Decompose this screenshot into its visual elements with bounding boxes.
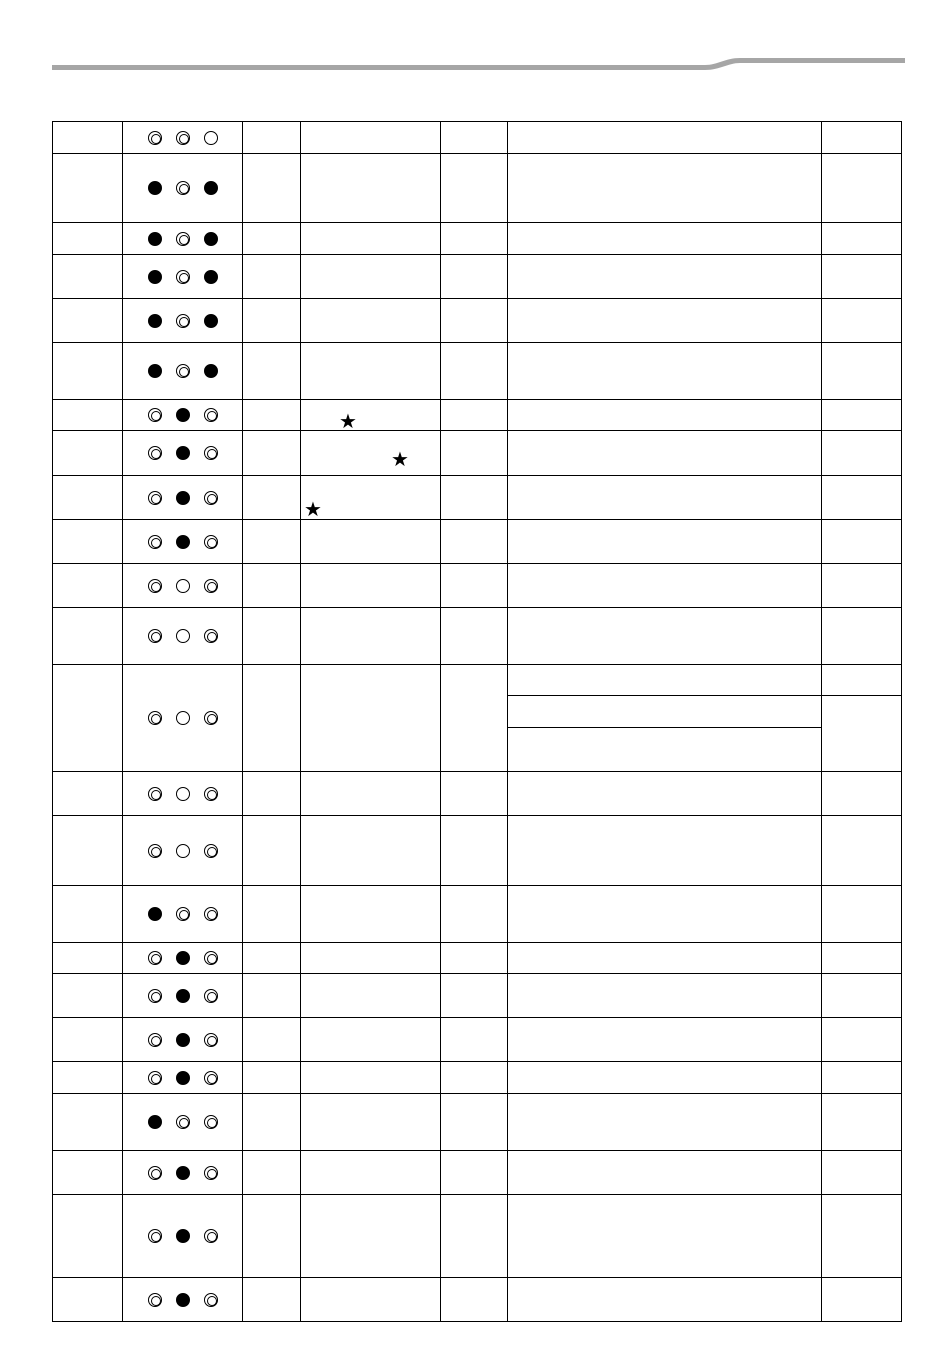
lamp-on-icon xyxy=(176,535,190,549)
lamp-on-icon xyxy=(148,270,162,284)
lamp-cell xyxy=(123,223,243,255)
lamp-flash-icon xyxy=(148,787,162,801)
lamp-flash-icon xyxy=(148,131,162,145)
lamp-cell xyxy=(123,1062,243,1094)
lamp-on-icon xyxy=(148,1115,162,1129)
table-row xyxy=(53,974,902,1018)
lamp-cell xyxy=(123,943,243,974)
code-cell xyxy=(53,299,123,343)
lamp-on-icon xyxy=(176,491,190,505)
lamp-flash-icon xyxy=(148,1071,162,1085)
table-row xyxy=(53,1018,902,1062)
lamp-flash-icon xyxy=(148,408,162,422)
code-cell xyxy=(53,665,123,772)
lamp-flash-icon xyxy=(176,1115,190,1129)
table-row xyxy=(53,400,902,431)
lamp-flash-icon xyxy=(204,1166,218,1180)
lamp-flash-icon xyxy=(148,1293,162,1307)
lamp-cell xyxy=(123,400,243,431)
lamp-cell xyxy=(123,974,243,1018)
lamp-on-icon xyxy=(176,1293,190,1307)
lamp-flash-icon xyxy=(148,1033,162,1047)
lamp-cell xyxy=(123,154,243,223)
code-cell xyxy=(53,1195,123,1278)
lamp-on-icon xyxy=(204,364,218,378)
star-icon: ★ xyxy=(304,499,322,521)
lamp-flash-icon xyxy=(176,907,190,921)
lamp-flash-icon xyxy=(204,1293,218,1307)
lamp-cell xyxy=(123,476,243,520)
code-cell xyxy=(53,974,123,1018)
lamp-cell xyxy=(123,564,243,608)
table-row xyxy=(53,1278,902,1322)
code-cell xyxy=(53,154,123,223)
header-rule xyxy=(0,0,950,80)
lamp-flash-icon xyxy=(148,446,162,460)
lamp-on-icon xyxy=(176,989,190,1003)
lamp-cell xyxy=(123,816,243,886)
lamp-flash-icon xyxy=(148,629,162,643)
lamp-on-icon xyxy=(204,181,218,195)
description-cell xyxy=(301,400,441,431)
code-cell xyxy=(53,564,123,608)
lamp-cell xyxy=(123,520,243,564)
lamp-on-icon xyxy=(176,1166,190,1180)
lamp-flash-icon xyxy=(204,491,218,505)
lamp-flash-icon xyxy=(148,1229,162,1243)
lamp-off-icon xyxy=(176,787,190,801)
lamp-flash-icon xyxy=(176,232,190,246)
lamp-flash-icon xyxy=(176,131,190,145)
lamp-flash-icon xyxy=(176,364,190,378)
lamp-cell xyxy=(123,1094,243,1151)
code-cell xyxy=(53,608,123,665)
table-row xyxy=(53,154,902,223)
description-cell xyxy=(301,476,441,520)
lamp-off-icon xyxy=(176,579,190,593)
table-row xyxy=(53,255,902,299)
lamp-flash-icon xyxy=(148,951,162,965)
lamp-flash-icon xyxy=(148,844,162,858)
code-cell xyxy=(53,1018,123,1062)
lamp-cell xyxy=(123,299,243,343)
table-row xyxy=(53,943,902,974)
lamp-on-icon xyxy=(148,181,162,195)
lamp-off-icon xyxy=(204,131,218,145)
table-row xyxy=(53,816,902,886)
code-cell xyxy=(53,343,123,400)
lamp-cell xyxy=(123,886,243,943)
lamp-flash-icon xyxy=(204,844,218,858)
code-cell xyxy=(53,1062,123,1094)
lamp-cell xyxy=(123,122,243,154)
lamp-off-icon xyxy=(176,629,190,643)
table-row xyxy=(53,772,902,816)
lamp-flash-icon xyxy=(204,535,218,549)
lamp-on-icon xyxy=(176,408,190,422)
lamp-on-icon xyxy=(204,232,218,246)
star-icon: ★ xyxy=(391,449,409,471)
lamp-flash-icon xyxy=(204,446,218,460)
code-cell xyxy=(53,255,123,299)
lamp-cell xyxy=(123,1195,243,1278)
code-cell xyxy=(53,816,123,886)
lamp-cell xyxy=(123,1278,243,1322)
code-cell xyxy=(53,122,123,154)
lamp-flash-icon xyxy=(204,1071,218,1085)
code-cell xyxy=(53,943,123,974)
lamp-cell xyxy=(123,1151,243,1195)
lamp-flash-icon xyxy=(204,907,218,921)
code-cell xyxy=(53,1094,123,1151)
lamp-on-icon xyxy=(204,270,218,284)
lamp-flash-icon xyxy=(204,408,218,422)
lamp-flash-icon xyxy=(204,579,218,593)
lamp-cell xyxy=(123,343,243,400)
table-row xyxy=(53,520,902,564)
lamp-on-icon xyxy=(176,446,190,460)
code-cell xyxy=(53,400,123,431)
lamp-flash-icon xyxy=(148,535,162,549)
code-cell xyxy=(53,1151,123,1195)
table-row xyxy=(53,122,902,154)
lamp-on-icon xyxy=(204,314,218,328)
table-row xyxy=(53,665,902,696)
table-row xyxy=(53,223,902,255)
lamp-cell xyxy=(123,608,243,665)
table-row xyxy=(53,343,902,400)
lamp-on-icon xyxy=(176,1229,190,1243)
lamp-flash-icon xyxy=(148,711,162,725)
lamp-flash-icon xyxy=(204,951,218,965)
lamp-on-icon xyxy=(148,232,162,246)
table-row xyxy=(53,1094,902,1151)
lamp-flash-icon xyxy=(148,579,162,593)
lamp-flash-icon xyxy=(176,181,190,195)
table-row xyxy=(53,299,902,343)
lamp-on-icon xyxy=(176,1033,190,1047)
lamp-flash-icon xyxy=(148,491,162,505)
lamp-on-icon xyxy=(176,951,190,965)
error-code-table xyxy=(52,121,902,1322)
table-row xyxy=(53,608,902,665)
table-row xyxy=(53,1151,902,1195)
code-cell xyxy=(53,223,123,255)
lamp-flash-icon xyxy=(204,989,218,1003)
lamp-flash-icon xyxy=(204,787,218,801)
lamp-flash-icon xyxy=(148,989,162,1003)
lamp-cell xyxy=(123,431,243,476)
table-row xyxy=(53,886,902,943)
lamp-flash-icon xyxy=(176,314,190,328)
lamp-flash-icon xyxy=(204,1229,218,1243)
lamp-cell xyxy=(123,772,243,816)
lamp-on-icon xyxy=(148,907,162,921)
lamp-cell xyxy=(123,665,243,772)
table-row xyxy=(53,564,902,608)
code-cell xyxy=(53,772,123,816)
lamp-on-icon xyxy=(148,364,162,378)
star-icon: ★ xyxy=(339,411,357,433)
code-cell xyxy=(53,476,123,520)
lamp-on-icon xyxy=(148,314,162,328)
lamp-cell xyxy=(123,255,243,299)
lamp-on-icon xyxy=(176,1071,190,1085)
lamp-flash-icon xyxy=(204,629,218,643)
lamp-flash-icon xyxy=(176,270,190,284)
table-row xyxy=(53,1195,902,1278)
code-cell xyxy=(53,1278,123,1322)
lamp-off-icon xyxy=(176,844,190,858)
table-row xyxy=(53,1062,902,1094)
lamp-flash-icon xyxy=(204,1115,218,1129)
lamp-flash-icon xyxy=(204,1033,218,1047)
code-cell xyxy=(53,431,123,476)
code-cell xyxy=(53,520,123,564)
description-cell xyxy=(301,431,441,476)
lamp-flash-icon xyxy=(204,711,218,725)
table-row xyxy=(53,431,902,476)
code-cell xyxy=(53,886,123,943)
lamp-cell xyxy=(123,1018,243,1062)
lamp-flash-icon xyxy=(148,1166,162,1180)
table-row xyxy=(53,476,902,520)
lamp-off-icon xyxy=(176,711,190,725)
